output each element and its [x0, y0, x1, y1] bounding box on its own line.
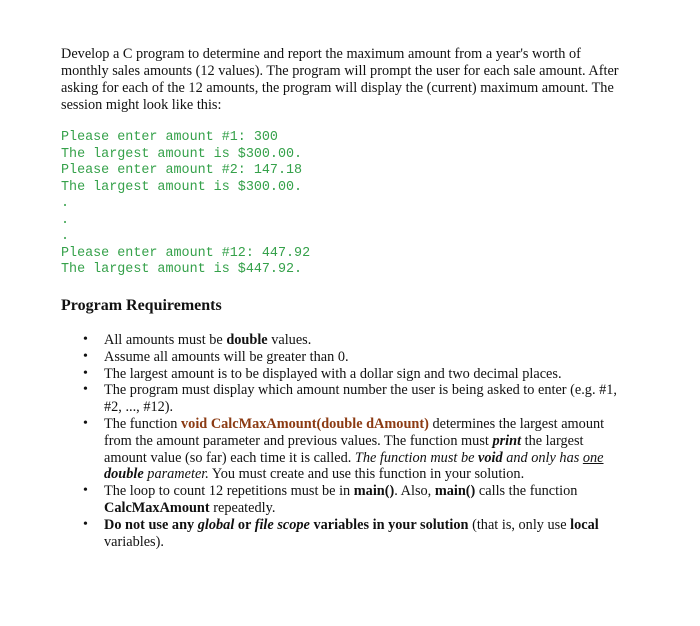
requirement-text: . Also, — [394, 483, 435, 500]
requirement-item — [83, 332, 624, 349]
requirement-item — [83, 365, 624, 383]
requirement-emphasis: double — [104, 466, 144, 483]
console-line: Please enter amount #12: 447.92 — [61, 245, 311, 261]
console-line: The largest amount is $300.00. — [61, 146, 303, 162]
requirement-item — [83, 415, 624, 483]
requirement-text: The function — [104, 415, 182, 432]
requirement-italic: and only has — [502, 449, 583, 466]
requirement-text: All amounts must be — [104, 332, 227, 348]
requirement-text: The largest amount is to be displayed with a dollar sign and two decimal places. — [104, 365, 562, 382]
requirement-emphasis: void — [478, 449, 503, 466]
requirement-emphasis: variables in your solution — [309, 516, 469, 533]
console-line: Please enter amount #1: 300 — [61, 130, 278, 145]
console-ellipsis-dot: . — [61, 229, 70, 244]
console-line: The largest amount is $447.92. — [61, 262, 303, 277]
console-line: The largest amount is $300.00. — [61, 179, 303, 195]
requirement-underlined: one — [582, 449, 604, 466]
console-ellipsis-dot: . — [61, 196, 70, 211]
requirement-emphasis: local — [570, 516, 599, 533]
requirement-text: (that is, only use — [468, 516, 571, 533]
bullet-icon: • — [83, 348, 88, 364]
requirement-emphasis: global — [197, 516, 235, 533]
requirement-emphasis: print — [492, 432, 522, 449]
requirement-text: The loop to count 12 repetitions must be in — [104, 483, 354, 500]
requirements-list — [83, 332, 624, 550]
requirement-emphasis: file scope — [254, 516, 310, 533]
bullet-icon: • — [83, 483, 88, 499]
console-ellipsis-dot: . — [61, 212, 70, 228]
requirements-heading: Program Requirements — [61, 297, 222, 314]
requirement-emphasis: or — [234, 516, 255, 533]
bullet-icon: • — [83, 382, 88, 398]
console-line: Please enter amount #2: 147.18 — [61, 163, 303, 178]
requirement-text: determines the largest amount from the amount parameter and previous values. The function must — [104, 415, 605, 449]
intro-paragraph: Develop a C program to determine and report the maximum amount from a year's worth of monthly sales amounts (12 values). The program will prompt the user for each sale amount. After asking for each of the 12 amounts, the program will display the (current) maximum amount. The session might look like this: — [61, 46, 619, 113]
requirement-emphasis: double — [226, 332, 268, 348]
requirement-text: variables). — [104, 533, 164, 550]
requirement-italic: parameter. — [143, 466, 209, 483]
bullet-icon: • — [83, 516, 88, 532]
requirement-item — [83, 516, 624, 551]
requirement-text: values. — [267, 332, 312, 348]
requirement-emphasis: Do not use any — [104, 516, 198, 533]
function-signature: void CalcMaxAmount(double dAmount) — [181, 415, 429, 432]
requirement-text: Assume all amounts will be greater than 0. — [104, 348, 349, 365]
requirement-text: repeatedly. — [209, 499, 276, 516]
requirement-italic: The function must be — [354, 449, 479, 466]
bullet-icon: • — [83, 415, 88, 431]
requirement-emphasis: main() — [353, 483, 395, 500]
requirement-emphasis: main() — [434, 483, 476, 500]
requirement-text: the largest amount value (so far) each time it is called. — [104, 432, 584, 466]
requirement-text: The program must display which amount number the user is being asked to enter (e.g. #1, #2, ..., #12). — [104, 382, 617, 416]
requirement-item — [83, 348, 624, 366]
bullet-icon: • — [83, 332, 88, 347]
requirement-item — [83, 483, 624, 517]
bullet-icon: • — [83, 365, 88, 381]
requirement-text: calls the function — [475, 483, 578, 500]
sample-session-console — [61, 130, 621, 279]
requirement-emphasis: CalcMaxAmount — [104, 499, 210, 516]
requirement-item — [83, 382, 624, 416]
requirement-text: You must create and use this function in your solution. — [208, 466, 525, 483]
